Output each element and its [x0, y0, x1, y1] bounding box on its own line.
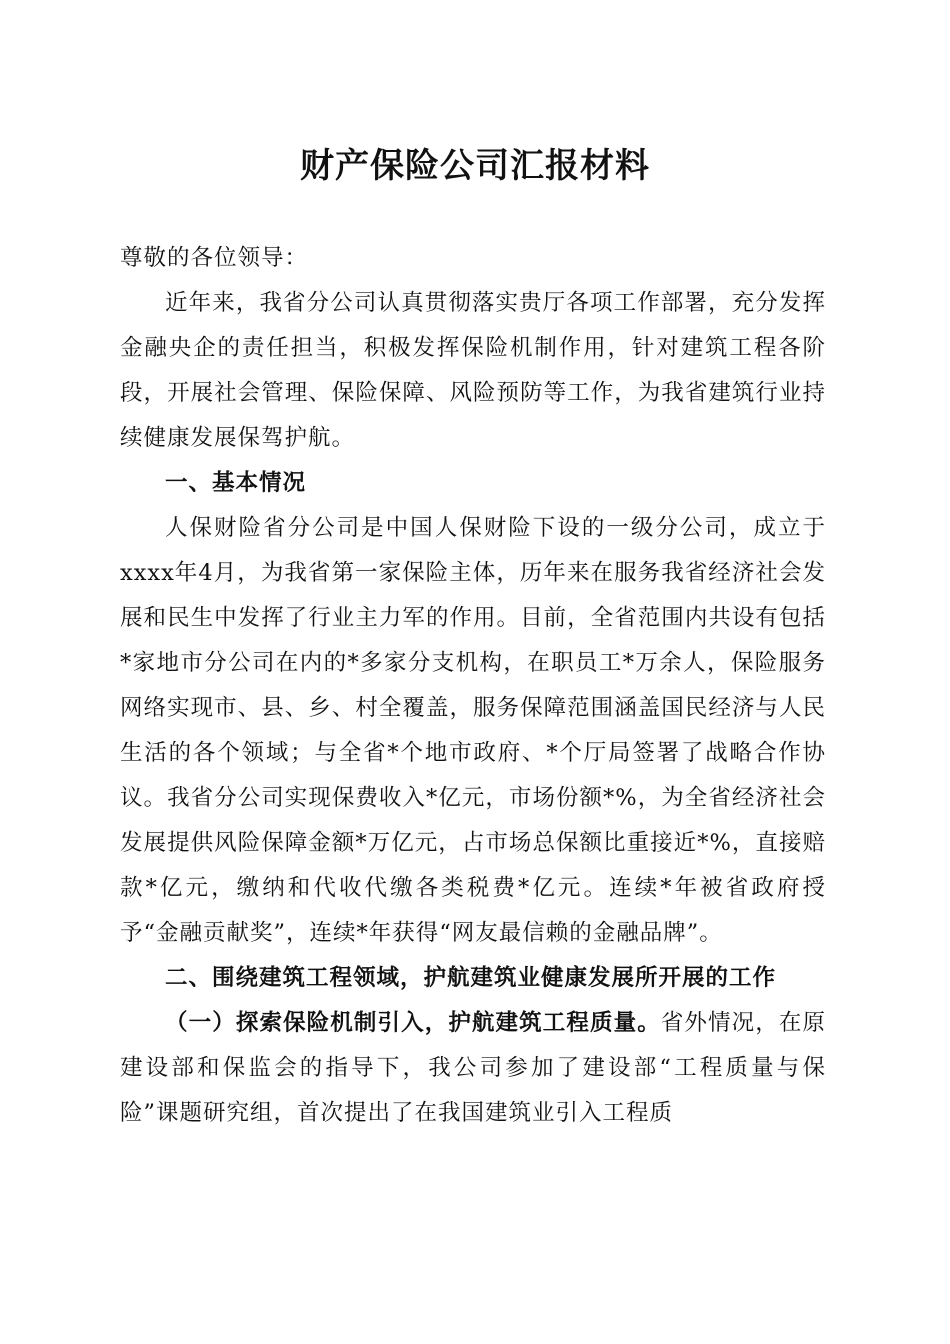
- subsection-1-lead: （一）探索保险机制引入，护航建筑工程质量。: [165, 1010, 661, 1036]
- document-body: [120, 236, 826, 1136]
- section-2-heading: 二、围绕建筑工程领域，护航建筑业健康发展所开展的工作: [165, 965, 777, 991]
- salutation: 尊敬的各位领导：: [120, 245, 309, 271]
- section-1-paragraph: 人保财险省分公司是中国人保财险下设的一级分公司，成立于xxxx年4月，为我省第一家保险主体，历年来在服务我省经济社会发展和民生中发挥了行业主力军的作用。目前，全省范围内共设有包括*家地市分公司在内的*多家分支机构，在职员工*万余人，保险服务网络实现市、县、乡、村全覆盖，服务保障范围涵盖国民经济与人民生活的各个领域；与全省*个地市政府、*个厅局签署了战略合作协议。我省分公司实现保费收入*亿元，市场份额*%，为全省经济社会发展提供风险保障金额*万亿元，占市场总保额比重接近*%，直接赔款*亿元，缴纳和代收代缴各类税费*亿元。连续*年被省政府授予“金融贡献奖”，连续*年获得“网友最信赖的金融品牌”。: [120, 515, 826, 946]
- section-1-heading: 一、基本情况: [165, 470, 307, 496]
- document-title: 财产保险公司汇报材料: [300, 146, 650, 186]
- subsection-1-paragraph: [120, 1001, 826, 1136]
- intro-paragraph: 近年来，我省分公司认真贯彻落实贵厅各项工作部署，充分发挥金融央企的责任担当，积极发挥保险机制作用，针对建筑工程各阶段，开展社会管理、保险保障、风险预防等工作，为我省建筑行业持续健康发展保驾护航。: [120, 290, 826, 451]
- subsection-1-body: 省外情况，在原建设部和保监会的指导下，我公司参加了建设部“工程质量与保险”课题研究组，首次提出了在我国建筑业引入工程质: [120, 1010, 826, 1126]
